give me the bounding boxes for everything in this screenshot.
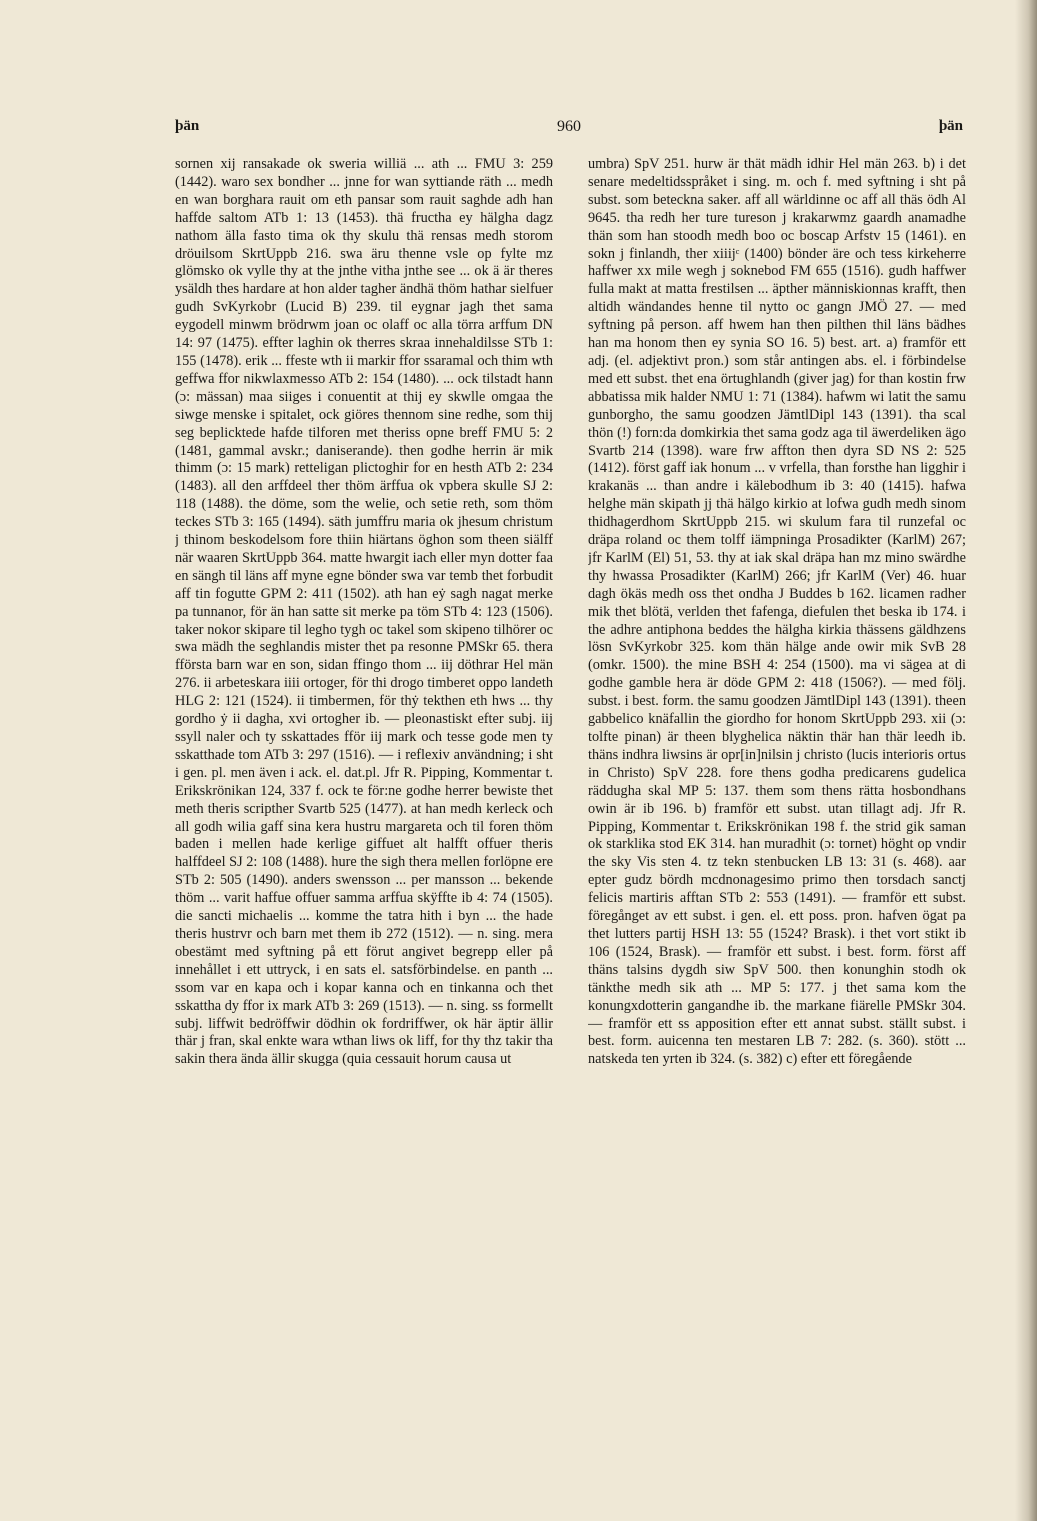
- text-column-right: [588, 156, 966, 1376]
- text-column-left: [175, 156, 553, 1376]
- page-edge-shadow: [1015, 0, 1037, 1521]
- running-headword-left: þän: [175, 118, 200, 134]
- column-text: sornen xij ransakade ok sweria williä ... ath ... FMU 3: 259 (1442). waro sex bondher ... jnne for wan syttiande räth ... medh en wan borghara rauit om eth pansar som rauit saghde adh han haffde saltom ATb 1: 13 (1453). thä fructha ey hälgha dagz nathom älla fasto tima ok thy skulu thä rensas medh storom dröuilsom SkrtUppb 216. swa äru thenne vsle op fylte mz glömsko ok vylle thy at the jnthe vitha jnthe see ... ok ä är theres ysäldh thes hardare at hon alder tagher ändhä thöm hathar sielfuer gudh SvKyrkobr (Lucid B) 239. til eygnar jagh thet sama eygodell minwm brödrwm joan oc olaff oc alla törra arffum DN 14: 97 (1475). effter laghin ok therres skraa innehaldilsse STb 1: 155 (1478). erik ... ffeste wth ii markir ffor ssaramal och thim wth geffwa ffor nikwlaxmesso ATb 2: 154 (1480). ... ock tilstadt hann (ɔ: mässan) maa siiges i conuentit at thij ey skwlle omgaa the siwge menske i spitalet, ock giöres thennom sine redhe, som thij seg beplicktede hafde tilforen met theriss opne breff FMU 5: 2 (1481, gammal avskr.; daniserande). then godhe herrin är mik thimm (ɔ: 15 mark) retteligan plictoghir for en hesth ATb 2: 234 (1483). all den arffdeel ther thöm ärffua ok vpbera skulle SJ 2: 118 (1488). the döme, som the welie, och setie reth, som thöm teckes STb 3: 165 (1494). säth jumffru maria ok jhesum christum j thinom beskodelsom fore thiin hiärtans öghon som theen siälff när waaren SkrtUppb 364. matte hwargit iach eller myn dotter faa en sängh til läns aff myne egne bönder swa var temb thet forbudit aff tin fogutte GPM 2: 411 (1502). ath han eẏ sagh nagat merke pa tunnanor, för än han satte sit merke pa töm STb 4: 123 (1506). taker nokor skipare til legho tygh oc takel som skipeno tilhörer oc swa mädh the seghlandis mister thet pa resonne PMSkr 65. thera fförsta barn war en son, sidan ffingo thom ... iij döthrar Hel män 276. ii arbeteskara iiii ortoger, för thi drogo timberet oppo landeth HLG 2: 121 (1524). ii timbermen, för thẏ tekthen eth hws ... thy gordho ẏ ii dagha, xvi ortogher ib. — pleonastiskt efter subj. iij ssyll naler och ty sskattades fför iij mark och tesse gode men ty sskatthade tom ATb 3: 297 (1516). — i reflexiv användning; i sht i gen. pl. men även i ack. el. dat.pl. Jfr R. Pipping, Kommentar t. Erikskrönikan 124, 337 f. ock te för:ne godhe herrer bewiste thet meth theris scripther Svartb 525 (1477). at han medh kerleck och all godh wilia gaff sina kera hustru margareta och til foren thöm baden i mellen hade kerlige giffuet alt halfft offuer theris halffdeel SJ 2: 108 (1488). hure the sigh thera mellen forlöpne ere STb 2: 505 (1490). anders swensson ... per mansson ... bekende thöm ... varit haffue offuer samma arffua skÿffte ib 4: 74 (1505). die sancti michaelis ... komme the tatra hith i byn ... the hade theris hustrvr och barn met them ib 272 (1512). — n. sing. mera obestämt med syftning på ett förut angivet begrepp eller på innehållet i ett uttryck, i en sats el. satsförbindelse. en panth ... ssom var en kapa och i kopar kanna och en tinkanna och thet sskattha dy ffor ix mark ATb 3: 269 (1513). — n. sing. ss formellt subj. liffwit bedröffwir dödhin ok fordriffwer, ok här äptir ällir thär j fran, skal enkte wara wthan liws ok liff, for thy thz takir tha sakin thera ända ällir skugga (quia cessauit horum causa ut: [175, 156, 553, 1068]
- column-text: umbra) SpV 251. hurw är thät mädh idhir Hel män 263. b) i det senare medeltidsspråket i sing. m. och f. med syftning i sht på subst. som beteckna saker. aff all wärldinne oc aff all thäs ödh Al 9645. tha redh her ture tureson j krakarwmz gaardh anamadhe thän som han stoodh medh boo oc boscap Arfstv 15 (1461). en sokn j finlandh, ther xiiijᶜ (1400) bönder äre och tess kirkeherre haffwer xx mile wegh j soknebod FM 655 (1516). gudh haffwer fulla makt at matta frestilsen ... äpther människionnas krafft, then altidh wändandes henne til nytto oc gangn JMÖ 27. — med syftning på person. aff hwem han then pilthen thil läns bädhes han ma honom then ey synia SO 16. 5) best. art. a) framför ett adj. (el. adjektivt pron.) som står antingen abs. el. i förbindelse med ett subst. thet ena örtughlandh (giver jag) for than kostin frw abbatissa mik halder NMU 1: 71 (1384). hafwm wi latit the samu gunborgho, the samu goodzen JämtlDipl 143 (1391). tha scal thön (!) forn:da domkirkia thet sama godz aga til äwerdeliken ägo Svartb 214 (1398). ware frw affton then dyra SD NS 2: 525 (1412). först gaff iak honum ... v vrfella, than forsthe han ligghir i krakanäs ... than andre i kälebodhum ib 3: 40 (1415). hafwa helghe män skipath jj thä hälgo kirkio at lofwa gudh medh sinom thidhagerdhom SkrtUppb 215. wi skulum fara til runzefal oc dräpa roland oc them tolff iämpninga Prosadikter (KarlM) 267; jfr KarlM (El) 51, 53. thy at iak skal dräpa han mz mino swärdhe thy hwassa Prosadikter (KarlM) 266; jfr KarlM (Ver) 46. huar dagh ökäs medh oss thet ondha J Buddes b 162. licamen radher mik thet blötä, verlden thet fafenga, diefulen thet beska ib 174. i the adhre antiphona beddes the hälgha kirkia thässens gäldhzens lösn SvKyrkobr 325. kom thän hälge ande owir mik SvB 28 (omkr. 1500). the mine BSH 4: 254 (1500). ma vi sägea at di godhe gamble hera är döde GPM 2: 418 (1506?). — med följ. subst. i best. form. the samu goodzen JämtlDipl 143 (1391). theen gabbelico knäfallin the giordho for honom SkrtUppb 293. xii (ɔ: tolfte pinan) är theen blyghelica näktin thär han thär leedh ib. thäns indhra liwsins är opr[in]nilsin j christo (lucis interioris ortus in Christo) SpV 228. fore thens godha predicarens gudelica räddugha skal MP 5: 137. them som thens rätta hosbondhans owin är ib 196. b) framför ett subst. utan tillagt adj. Jfr R. Pipping, Kommentar t. Erikskrönikan 198 f. the strid gik saman ok starklika stod EK 314. han muradhit (ɔ: tornet) höght op vndir the sky Vis sten 4. tz tekn stenbucken LB 13: 31 (s. 468). aar epter gudz bördh mcdnonagesimo primo then torsdach sanctj felicis martiris afftan STb 2: 553 (1491). — framför ett subst. föregånget av ett subst. i gen. el. ett poss. pron. hafven ögat pa thet lutters partij HSH 13: 55 (1524? Brask). i thet vort stikt ib 106 (1524, Brask). — framför ett subst. i best. form. först aff thäns talsins dygdh siw SpV 500. then konunghin stodh ok tänkthe medh sik ath ... MP 5: 177. j thet sama kom the konungxdotterin gangandhe ib. the markane fiärelle PMSkr 304. — framför ett ss apposition efter ett annat subst. ställt subst. i best. form. auicenna ten mestaren LB 7: 282. (s. 360). stött ... natskeda ten yrten ib 324. (s. 382) c) efter ett föregående: [588, 156, 966, 1068]
- page-header: [175, 118, 963, 142]
- page-number: 960: [557, 118, 581, 135]
- running-headword-right: þän: [938, 118, 963, 134]
